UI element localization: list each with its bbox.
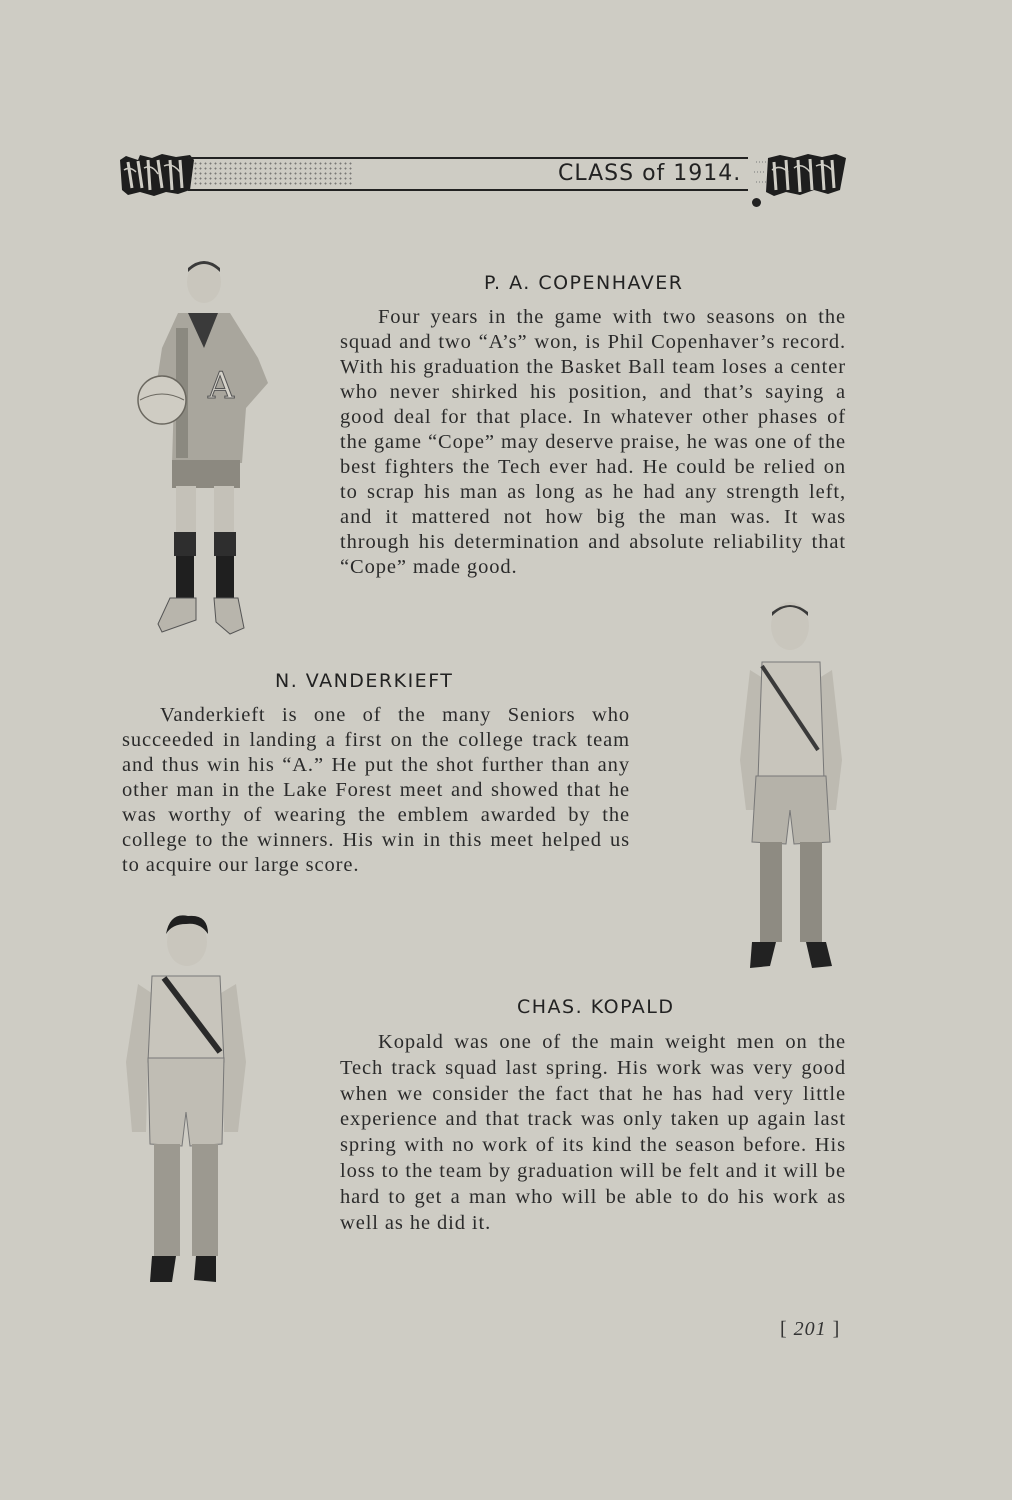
banner-stipple [193, 161, 353, 187]
page-number-open-bracket: [ [780, 1318, 788, 1340]
banner-title: CLASS of 1914. [558, 161, 742, 186]
section-heading-copenhaver: P. A. COPENHAVER [484, 272, 684, 294]
banner-right-ornament [752, 152, 848, 200]
header-banner [118, 152, 848, 212]
page-number-value: 201 [793, 1318, 827, 1340]
page-number-close-bracket: ] [832, 1318, 841, 1340]
page-number [780, 1318, 840, 1341]
sweater-letter: A [208, 366, 234, 407]
section-text-kopald: Kopald was one of the main weight men on the Tech track squad last spring. His work was very good when we consider the fact that he has had very little experience and that track was only taken up again last spring with no work of its kind the season before. His loss to the team by graduation will be felt and it will be hard to get a man who will be able to do his work as well as he did it. [340, 1031, 846, 1234]
section-heading-vanderkieft: N. VANDERKIEFT [275, 670, 454, 692]
vanderkieft-photo [732, 600, 850, 972]
banner-pendant-dot [752, 198, 761, 207]
copenhaver-photo [118, 258, 303, 640]
banner-bottom-rule [188, 189, 748, 191]
section-heading-kopald: CHAS. KOPALD [517, 996, 675, 1018]
kopald-photo [120, 912, 250, 1286]
banner-left-ornament [118, 152, 198, 200]
section-text-vanderkieft: Vanderkieft is one of the many Seniors who succeeded in landing a first on the college track team and thus win his “A.” He put the shot further than any other man in the Lake Forest meet and showed that he was worthy of wearing the emblem awarded by the college to the winners. His win in this meet helped us to acquire our large score. [122, 704, 630, 876]
banner-top-rule [188, 157, 748, 159]
section-text-copenhaver: Four years in the game with two seasons on the squad and two “A’s” won, is Phil Copenhaver’s record. With his graduation the Basket Ball team loses a center who never shirked his position, and that’s saying a good deal for that place. In whatever other phases of the game “Cope” may deserve praise, he was one of the best fighters the Tech ever had. He could be relied on to scrap his man as long as he had any strength left, and it mattered not how big the man was. It was through his determination and absolute reliability that “Cope” made good. [340, 306, 846, 578]
